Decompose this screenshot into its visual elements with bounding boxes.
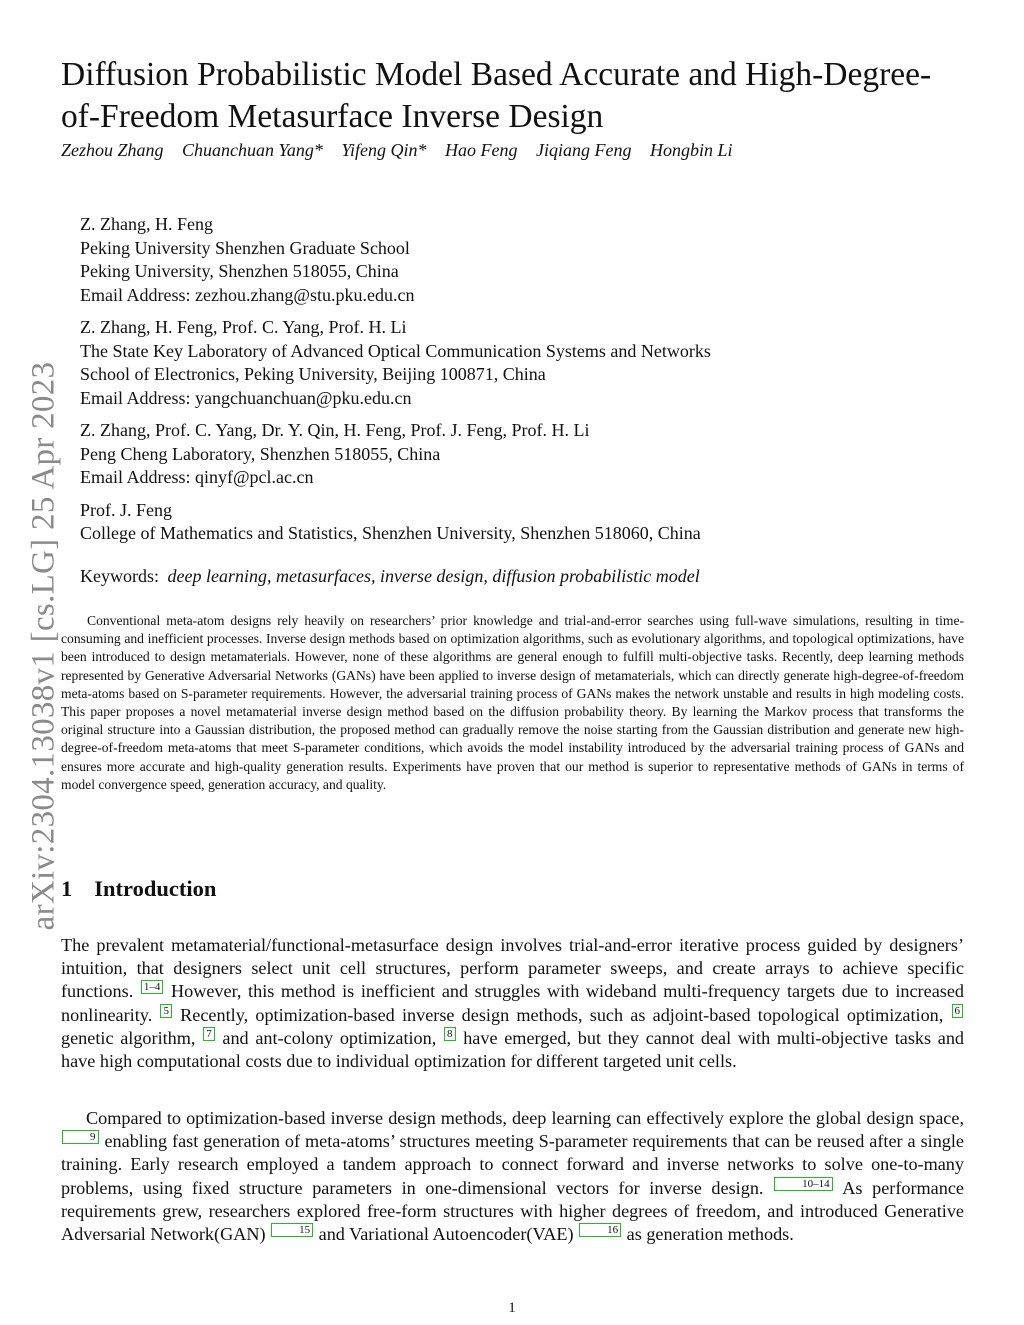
keywords xyxy=(80,566,700,587)
body-text: As performance requirements grew, researchers explored free-form structures with higher degrees of freedom, and introduced Generative Adversarial Network(GAN) xyxy=(61,1177,964,1245)
author: Jiqiang Feng xyxy=(536,140,632,160)
body-text: have emerged, but they cannot deal with multi-objective tasks and have high computational costs due to individual optimization for different targeted unit cells. xyxy=(61,1028,965,1072)
affiliation-line: Z. Zhang, H. Feng, Prof. C. Yang, Prof. H. Li xyxy=(80,317,407,337)
affiliation-block xyxy=(80,499,960,546)
citation-link[interactable]: 9 xyxy=(62,1130,99,1144)
affiliation-line: Prof. J. Feng xyxy=(80,499,173,520)
affiliation-block xyxy=(80,316,960,410)
affiliation-line: School of Electronics, Peking University, Beijing 100871, China xyxy=(80,364,546,384)
citation-link[interactable]: 1–4 xyxy=(141,980,164,994)
body-text: Compared to optimization-based inverse design methods, deep learning can effectively explore the global design space, xyxy=(86,1108,964,1128)
body-text: enabling fast generation of meta-atoms’ structures meeting S-parameter requirements that can be reused after a single training. Early research employed a tandem approach to connect forward and inverse networks to solve one-to-many problems, using fixed structure parameters in one-dimensional vectors for inverse design. xyxy=(61,1131,965,1198)
citation-link[interactable]: 16 xyxy=(579,1223,621,1237)
section-number: 1 xyxy=(61,876,73,901)
affiliation-block xyxy=(80,213,960,307)
affiliation-email: Email Address: qinyf@pcl.ac.cn xyxy=(80,467,314,487)
body-text: as generation methods. xyxy=(626,1224,794,1245)
citation-link[interactable]: 8 xyxy=(444,1027,456,1041)
body-text: However, this method is inefficient and struggles with wideband multi-frequency targets due to increased nonlinearity. xyxy=(61,981,965,1025)
keywords-label: Keywords: xyxy=(80,566,159,586)
affiliation-line: The State Key Laboratory of Advanced Optical Communication Systems and Networks xyxy=(80,340,711,361)
citation-link[interactable]: 6 xyxy=(952,1004,964,1018)
author: Zezhou Zhang xyxy=(61,140,164,160)
body-text: Recently, optimization-based inverse design methods, such as adjoint-based topological optimization, xyxy=(180,1004,944,1025)
affiliation-line: Peking University, Shenzhen 518055, China xyxy=(80,261,399,281)
body-text: genetic algorithm, xyxy=(61,1028,196,1048)
affiliation-block xyxy=(80,419,960,490)
affiliation-line: Z. Zhang, Prof. C. Yang, Dr. Y. Qin, H. Feng, Prof. J. Feng, Prof. H. Li xyxy=(80,420,590,440)
arxiv-stamp-text: arXiv:2304.13038v1 [cs.LG] 25 Apr 2023 xyxy=(25,361,62,931)
affiliation-line: Peng Cheng Laboratory, Shenzhen 518055, China xyxy=(80,443,441,464)
affiliation-line: Peking University Shenzhen Graduate School xyxy=(80,237,410,258)
paper-title: Diffusion Probabilistic Model Based Accurate and High-Degree-of-Freedom Metasurface Inverse Design xyxy=(61,56,932,135)
section-title: Introduction xyxy=(94,876,217,901)
author: Hongbin Li xyxy=(650,140,733,160)
affiliation-line: College of Mathematics and Statistics, Shenzhen University, Shenzhen 518060, China xyxy=(80,523,701,543)
citation-link[interactable]: 7 xyxy=(203,1027,215,1041)
page-number: 1 xyxy=(508,1300,516,1316)
author: Hao Feng xyxy=(445,140,518,160)
affiliation-email: Email Address: zezhou.zhang@stu.pku.edu.cn xyxy=(80,284,415,305)
section-heading xyxy=(61,876,216,902)
author: Chuanchuan Yang* xyxy=(182,140,323,160)
body-text: and ant-colony optimization, xyxy=(222,1028,437,1048)
citation-link[interactable]: 10–14 xyxy=(774,1177,833,1191)
keywords-values: deep learning, metasurfaces, inverse design, diffusion probabilistic model xyxy=(167,566,700,586)
citation-link[interactable]: 5 xyxy=(160,1004,172,1018)
body-text: and Variational Autoencoder(VAE) xyxy=(318,1224,574,1245)
body-text: The prevalent metamaterial/functional-metasurface design involves trial-and-error iterative process guided by designers’ intuition, that designers select unit cell structures, perform parameter sweeps, and create arrays to achieve specific functions. xyxy=(61,935,964,1002)
intro-paragraph-1 xyxy=(61,934,964,1073)
affiliations xyxy=(80,213,960,555)
author-list xyxy=(61,140,747,161)
affiliation-email: Email Address: yangchuanchuan@pku.edu.cn xyxy=(80,387,412,408)
citation-link[interactable]: 15 xyxy=(271,1223,313,1237)
author: Yifeng Qin* xyxy=(341,140,427,160)
abstract: Conventional meta-atom designs rely heavily on researchers’ prior knowledge and trial-and-error searches using full-wave simulations, resulting in time-consuming and inefficient processes. Inverse design methods based on optimization algorithms, such as evolutionary algorithms, and topological optimizations, have been introduced to design metamaterials. However, none of these algorithms are general enough to fulfill multi-objective tasks. Recently, deep learning methods represented by Generative Adversarial Networks (GANs) have been applied to inverse design of metamaterials, which can directly generate high-degree-of-freedom meta-atoms based on S-parameter requirements. However, the adversarial training process of GANs makes the network unstable and results in high modeling costs. This paper proposes a novel metamaterial inverse design method based on the diffusion probability theory. By learning the Markov process that transforms the original structure into a Gaussian distribution, the proposed method can gradually remove the noise starting from the Gaussian distribution and generate new high-degree-of-freedom meta-atoms that meet S-parameter conditions, which avoids the model instability introduced by the adversarial training process of GANs and ensures more accurate and high-quality generation results. Experiments have proven that our method is superior to representative methods of GANs in terms of model convergence speed, generation accuracy, and quality. xyxy=(61,613,964,792)
affiliation-line: Z. Zhang, H. Feng xyxy=(80,214,213,234)
intro-paragraph-2 xyxy=(61,1107,964,1246)
